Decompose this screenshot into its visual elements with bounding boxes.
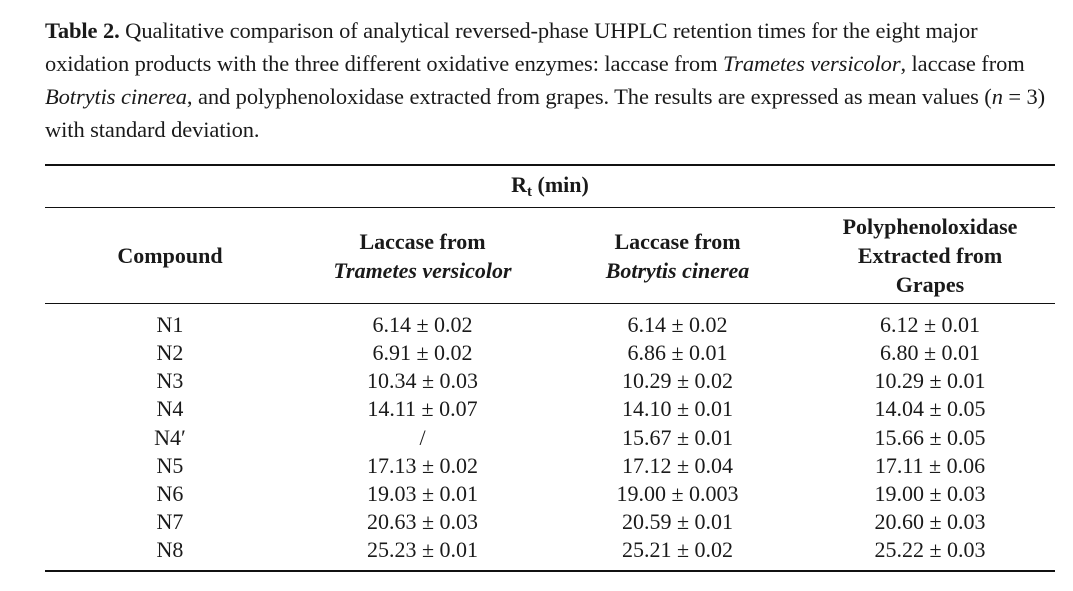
botrytis-value-cell: 6.86 ± 0.01 [627, 340, 728, 365]
ppo-value-cell: 17.11 ± 0.06 [874, 453, 986, 478]
trametes-value-cell: 19.03 ± 0.01 [366, 481, 479, 506]
column-header-ppo [805, 212, 1055, 299]
botrytis-value-cell: 25.21 ± 0.02 [621, 537, 734, 562]
compound-cell: N4 [156, 396, 184, 421]
col-trametes-line2: Trametes versicolor [333, 258, 512, 283]
trametes-value-cell: 6.91 ± 0.02 [372, 340, 473, 365]
rt-symbol: R [511, 172, 528, 197]
table-row [45, 367, 1055, 395]
col-ppo-line2: Extracted from [857, 243, 1003, 268]
caption-label: Table 2. [45, 18, 120, 43]
trametes-value-cell: 14.11 ± 0.07 [367, 396, 478, 421]
caption-italic-2: Botrytis cinerea [45, 84, 187, 109]
ppo-value-cell: 6.12 ± 0.01 [879, 312, 981, 337]
table-row [45, 480, 1055, 508]
botrytis-value-cell: 20.59 ± 0.01 [621, 509, 734, 534]
table-caption [45, 14, 1057, 146]
botrytis-value-cell: 10.29 ± 0.02 [621, 368, 734, 393]
ppo-value-cell: 20.60 ± 0.03 [874, 509, 986, 534]
group-header-rule [45, 207, 1055, 208]
table-row [45, 395, 1055, 423]
caption-text-4: = 3) with standard deviation. [45, 84, 1046, 142]
header-bottom-rule [45, 303, 1055, 304]
botrytis-value-cell: 19.00 ± 0.003 [616, 481, 739, 506]
col-ppo-line1: Polyphenoloxidase [842, 214, 1018, 239]
compound-cell: N8 [156, 537, 184, 562]
trametes-value-cell: 20.63 ± 0.03 [366, 509, 479, 534]
ppo-value-cell: 14.04 ± 0.05 [874, 396, 986, 421]
compound-cell: N3 [156, 368, 184, 393]
ppo-value-cell: 19.00 ± 0.03 [874, 481, 986, 506]
trametes-value-cell: 6.14 ± 0.02 [372, 312, 473, 337]
rt-unit: (min) [532, 172, 589, 197]
caption-text-3: , and polyphenoloxidase extracted from grapes. The results are expressed as mean values ( [186, 84, 992, 109]
table-bottom-rule [45, 570, 1055, 572]
compound-cell: N1 [156, 312, 184, 337]
ppo-value-cell: 15.66 ± 0.05 [874, 425, 986, 450]
col-botrytis-line1: Laccase from [614, 229, 741, 254]
ppo-value-cell: 25.22 ± 0.03 [874, 537, 986, 562]
caption-text-2: , laccase from [900, 51, 1025, 76]
compound-cell: N4′ [154, 425, 186, 450]
botrytis-value-cell: 6.14 ± 0.02 [627, 312, 728, 337]
compound-cell: N6 [156, 481, 184, 506]
col-ppo-line3: Grapes [895, 272, 965, 297]
table-row [45, 424, 1055, 452]
col-compound-label: Compound [117, 243, 223, 268]
col-trametes-line1: Laccase from [359, 229, 486, 254]
col-botrytis-line2: Botrytis cinerea [605, 258, 750, 283]
table-row [45, 311, 1055, 339]
trametes-value-cell: 25.23 ± 0.01 [366, 537, 479, 562]
compound-cell: N2 [156, 340, 184, 365]
botrytis-value-cell: 14.10 ± 0.01 [621, 396, 734, 421]
caption-text-1: Qualitative comparison of analytical reversed-phase UHPLC retention times for the eight major oxidation products with the three different oxidative enzymes: laccase from [45, 18, 978, 76]
botrytis-value-cell: 17.12 ± 0.04 [621, 453, 734, 478]
trametes-value-cell: 17.13 ± 0.02 [366, 453, 479, 478]
column-header-compound [45, 241, 295, 270]
table-top-rule [45, 164, 1055, 166]
ppo-value-cell: 6.80 ± 0.01 [879, 340, 981, 365]
rt-subscript: t [527, 184, 533, 200]
table-row [45, 536, 1055, 564]
column-header-trametes [295, 227, 550, 285]
table-row [45, 452, 1055, 480]
retention-time-group-header [45, 172, 1055, 201]
column-header-botrytis [550, 227, 805, 285]
table-row [45, 339, 1055, 367]
caption-italic-3: n [991, 84, 1003, 109]
caption-italic-1: Trametes versicolor [723, 51, 901, 76]
botrytis-value-cell: 15.67 ± 0.01 [621, 425, 734, 450]
trametes-value-cell: 10.34 ± 0.03 [366, 368, 479, 393]
trametes-value-cell: / [419, 425, 426, 450]
table-row [45, 508, 1055, 536]
ppo-value-cell: 10.29 ± 0.01 [874, 368, 986, 393]
compound-cell: N5 [156, 453, 184, 478]
compound-cell: N7 [156, 509, 184, 534]
